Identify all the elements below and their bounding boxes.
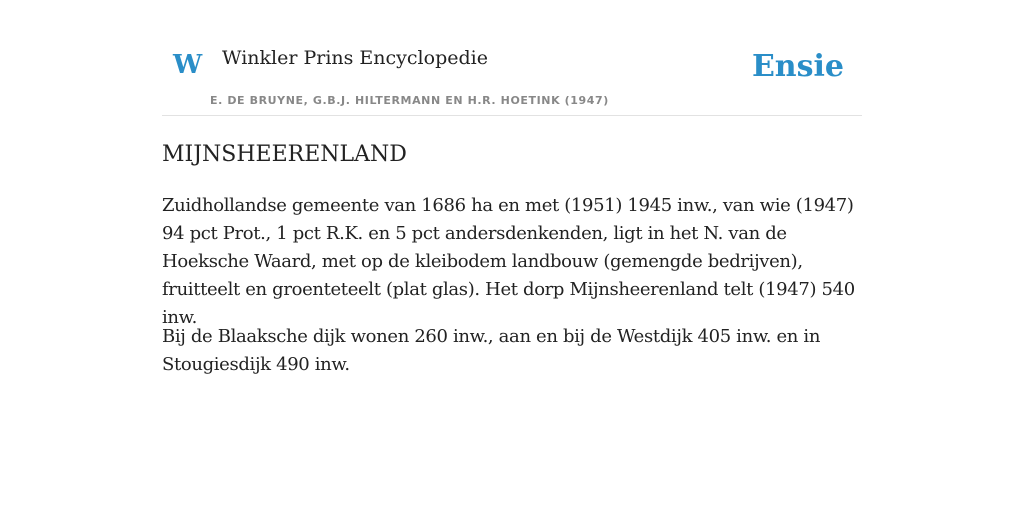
winkler-prins-logo: W — [173, 50, 203, 80]
source-header — [162, 0, 862, 116]
source-authors: E. DE BRUYNE, G.B.J. HILTERMANN EN H.R. HOETINK (1947) — [210, 94, 609, 107]
article-title: MIJNSHEERENLAND — [162, 142, 407, 167]
article-paragraph: Zuidhollandse gemeente van 1686 ha en met (1951) 1945 inw., van wie (1947) 94 pct Prot., 1 pct R.K. en 5 pct andersdenkenden, ligt in het N. van de Hoeksche Waard, met op de kleibodem landbouw (gemengde bedrijven), fruitteelt en groenteteelt (plat glas). Het dorp Mijnsheerenland telt (1947) 540 inw. — [162, 195, 855, 328]
article-paragraph: Bij de Blaaksche dijk wonen 260 inw., aan en bij de Westdijk 405 inw. en in Stougiesdijk 490 inw. — [162, 326, 821, 375]
source-title[interactable]: Winkler Prins Encyclopedie — [222, 47, 488, 69]
ensie-logo-link[interactable]: Ensie — [751, 49, 844, 84]
page-container — [162, 0, 862, 375]
